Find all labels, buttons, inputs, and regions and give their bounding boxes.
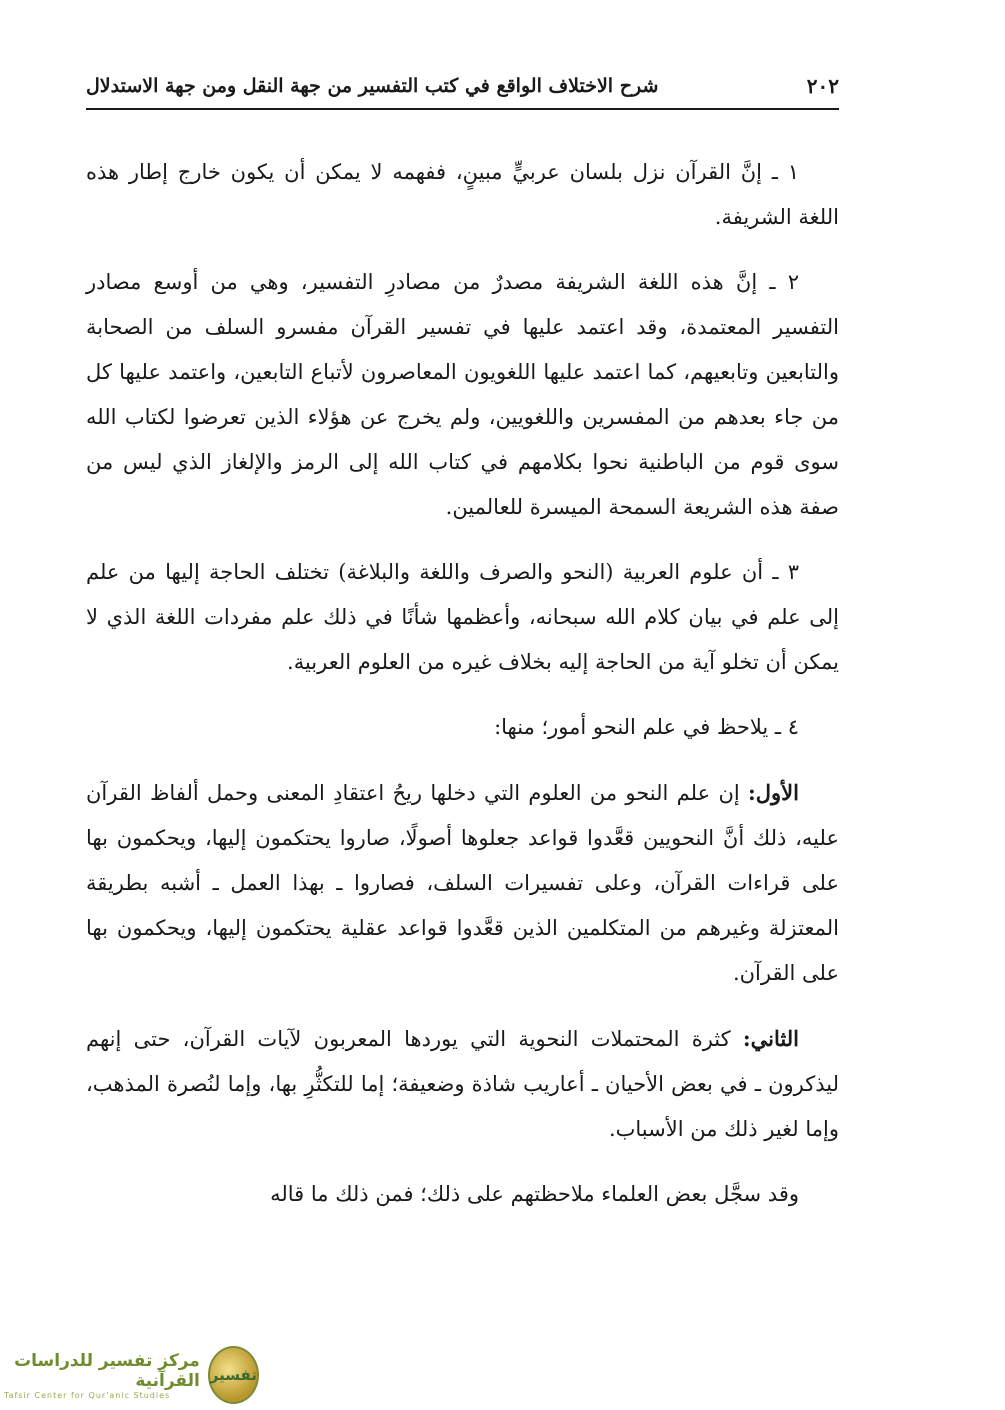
paragraph-7 [86, 1172, 839, 1217]
paragraph-text: ٣ ـ أن علوم العربية (النحو والصرف واللغة والبلاغة) تختلف الحاجة إليها من علم إلى علم في بيان كلام الله سبحانه، وأعظمها شأنًا في ذلك علم مفردات اللغة الذي لا يمكن أن تخلو آية من الحاجة إليه بخلاف غيره من العلوم العربية. [86, 560, 839, 674]
paragraph-3 [86, 550, 839, 685]
paragraph-text: ٤ ـ يلاحظ في علم النحو أمور؛ منها: [494, 715, 799, 739]
paragraph-1 [86, 150, 839, 240]
point-label: الأول: [748, 780, 799, 805]
page-header [86, 66, 839, 106]
running-title: شرح الاختلاف الواقع في كتب التفسير من جهة النقل ومن جهة الاستدلال [86, 75, 659, 97]
logo-arabic-name: مركز تفسير للدراسات القرآنية [14, 1350, 200, 1391]
paragraph-first-point [86, 770, 839, 996]
logo-emblem-text: تفسير [209, 1366, 257, 1384]
logo-wordmark [4, 1351, 200, 1400]
paragraph-4 [86, 705, 839, 750]
paragraph-text: ٢ ـ إنَّ هذه اللغة الشريفة مصدرٌ من مصادرِ التفسير، وهي من أوسع مصادر التفسير المعتمدة، وقد اعتمد عليها في تفسير القرآن مفسرو السلف من الصحابة والتابعين وتابعيهم، كما اعتمد عليها اللغويون المعاصرون لأتباع التابعين، واعتمد عليها كل من جاء بعدهم من المفسرين واللغويين، ولم يخرج عن هؤلاء الذين تعرضوا لكتاب الله سوى قوم من الباطنية نحوا بكلامهم في كتاب الله إلى الرمز والإلغاز الذي ليس من صفة هذه الشريعة السمحة الميسرة للعالمين. [86, 270, 839, 519]
page-number: ٢٠٢ [806, 74, 839, 98]
paragraph-text: كثرة المحتملات النحوية التي يوردها المعربون لآيات القرآن، حتى إنهم ليذكرون ـ في بعض الأحيان ـ أعاريب شاذة وضعيفة؛ إما للتكثُّرِ بها، وإما لنُصرة المذهب، وإما لغير ذلك من الأسباب. [86, 1027, 839, 1141]
paragraph-text: ١ ـ إنَّ القرآن نزل بلسان عربيٍّ مبينٍ، ففهمه لا يمكن أن يكون خارج إطار هذه اللغة الشريفة. [86, 160, 839, 229]
globe-emblem-icon [208, 1346, 259, 1404]
header-divider [86, 108, 839, 110]
center-logo [4, 1346, 259, 1404]
paragraph-text: إن علم النحو من العلوم التي دخلها ريحُ اعتقادِ المعنى وحمل ألفاظ القرآن عليه، ذلك أنَّ النحويين قعَّدوا قواعد جعلوها أصولًا، صاروا يحتكمون إليها، ويحكمون بها على قراءات القرآن، وعلى تفسيرات السلف، فصاروا ـ بهذا العمل ـ أشبه بطريقة المعتزلة وغيرهم من المتكلمين الذين قعَّدوا قواعد عقلية يحتكمون إليها، ويحكمون بها على القرآن. [86, 781, 839, 985]
paragraph-second-point [86, 1016, 839, 1152]
point-label: الثاني: [742, 1026, 799, 1051]
page-body [86, 150, 839, 1237]
paragraph-text: وقد سجَّل بعض العلماء ملاحظتهم على ذلك؛ فمن ذلك ما قاله [270, 1182, 799, 1206]
logo-english-name: Tafsir Center for Qur'anic Studies [4, 1390, 171, 1400]
paragraph-2 [86, 260, 839, 530]
